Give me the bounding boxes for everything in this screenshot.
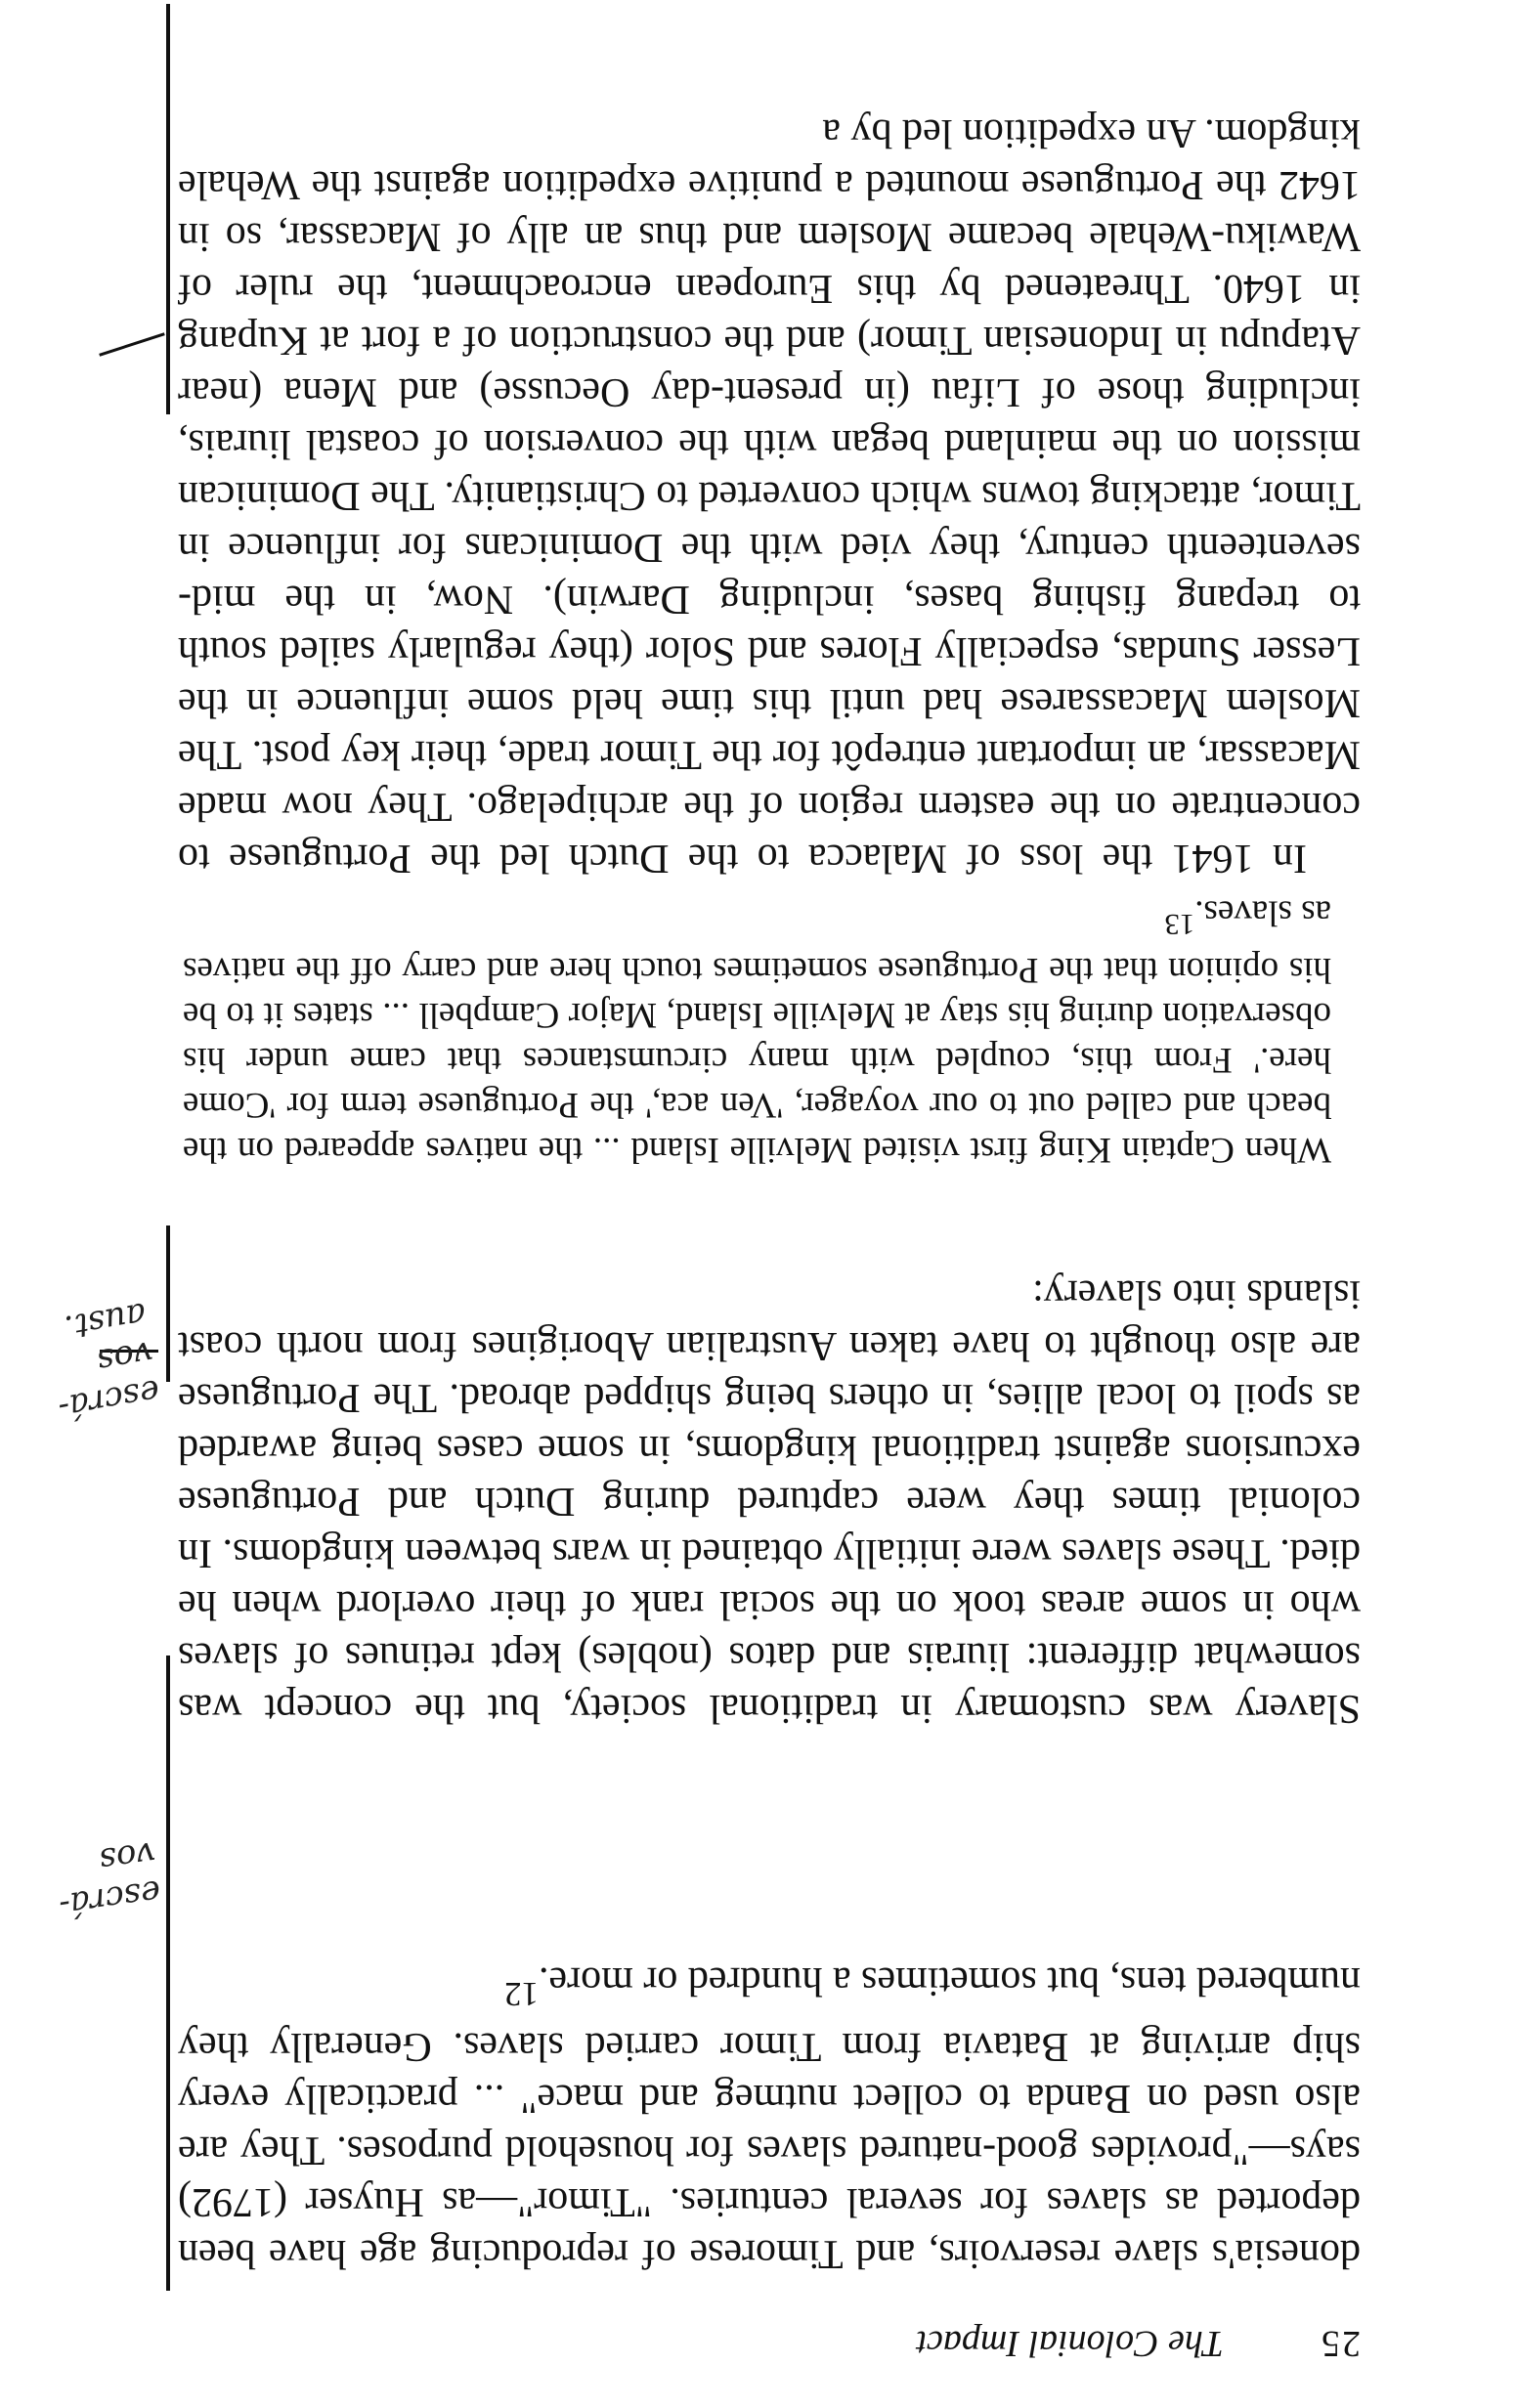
paragraph-2: [178, 1268, 1361, 1734]
margin-note-1: escrá-vos: [56, 1833, 163, 1925]
margin-bracket-line-3: [166, 4, 170, 414]
margin-arrow-line-3: [99, 332, 165, 356]
page-number: 25: [1320, 2323, 1361, 2364]
paragraph-3: [178, 107, 1361, 883]
paragraph-3-text: In 1641 the loss of Malacca to the Dutch led the Portuguese to concentrate on the eastern region of the archipelago. They now made Macassar, an important entrepôt for the Timor trade, their key post. The Moslem Macassarese had until this time held some influence in the Lesser Sundas, especially Flores and Solor (they regularly sailed south to trepang fishing bases, including Darwin). Now, in the mid-seventeenth century, they vied with the Dominicans for influence in Timor, attacking towns which converted to Christianity. The Dominican mission on the mainland began with the conversion of coastal liurais, including those of Lifau (in present-day Oecusse) and Mena (near Atapupu in Indonesian Timor) and the construction of a fort at Kupang in 1640. Threatened by this European encroachment, the ruler of Wawiku-Wehale became Moslem and thus an ally of Macassar, so in 1642 the Portuguese mounted a punitive expedition against the Wehale kingdom. An expedition led by a: [178, 110, 1361, 881]
margin-note-2: escrá-vos aust.: [55, 1294, 163, 1428]
block-quote: [183, 854, 1331, 1208]
margin-bracket-line-2: [166, 1226, 170, 1382]
paragraph-1-text: donesia's slave reservoirs, and Timorese of reproducing age have been deported as slaves for several centuries. "Timor"—as Huyser (1792) says—"provides good-natured slaves for household purposes. They are also used on Banda to collect nutmeg and mace" ... practically every ship arriving at Batavia from Timor carried slaves. Generally they numbered tens, but sometimes a hundred or more.: [178, 1958, 1361, 2276]
block-quote-text: When Captain King first visited Melville Island ... the natives appeared on the beach and called out to our voyager, 'Ven aca,' the Portuguese term for 'Come here.' From this, coupled with many circumstances that came under his observation during his stay at Melville Island, Major Campbell ... states it to be his opinion that the Portuguese sometimes touch here and carry off the natives as slaves.: [183, 892, 1331, 1170]
chapter-title: The Colonial Impact: [916, 2323, 1224, 2364]
footnote-ref-12: 12: [504, 1975, 540, 2013]
footnote-ref-13: 13: [1164, 908, 1195, 941]
paragraph-2-text: Slavery was customary in traditional society, but the concept was somewhat different: liurais and datos (nobles) kept retinues of slaves who in some areas took on the social rank of their overlord when he died. These slaves were initially obtained in wars between kingdoms. In colonial times they were captured during Dutch and Portuguese excursions against traditional kingdoms, in some cases being awarded as spoil to local allies, in others being shipped abroad. The Portuguese are also thought to have taken Australian Aborigines from north coast islands into slavery:: [178, 1271, 1361, 1731]
margin-bracket-line-1: [166, 1656, 170, 2291]
paragraph-1: [178, 1955, 1361, 2279]
